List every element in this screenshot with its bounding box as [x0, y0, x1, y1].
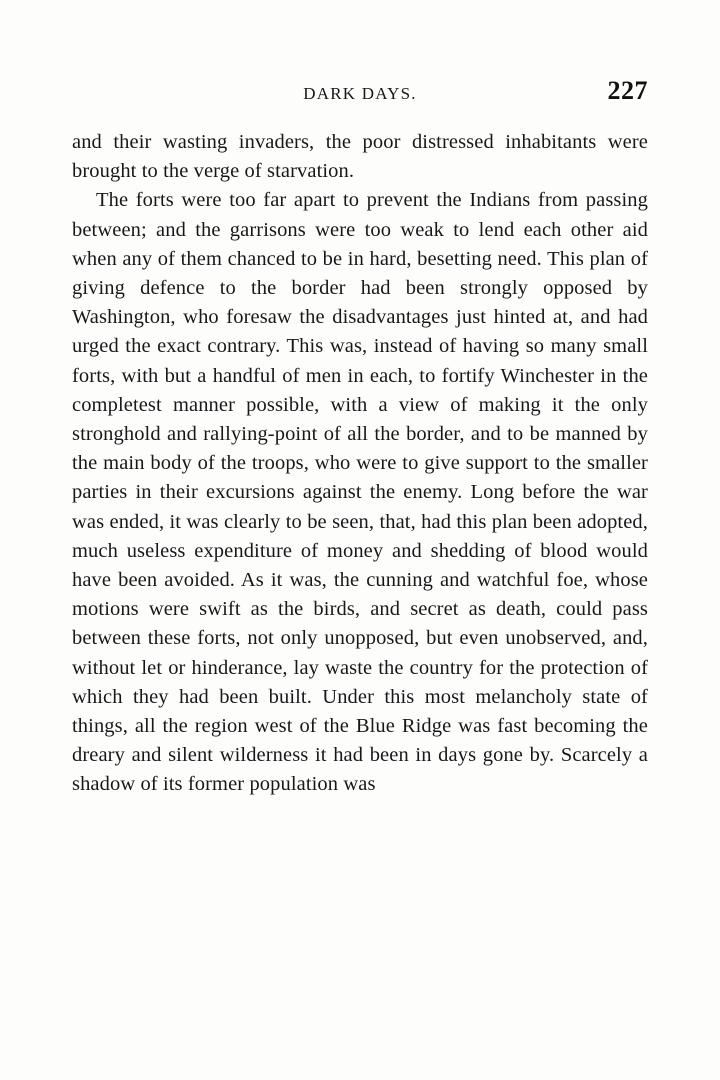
paragraph: and their wasting invaders, the poor distressed inhabitants were brought to the verge of starvation. — [72, 131, 648, 183]
body-text — [72, 128, 648, 800]
paragraph: The forts were too far apart to prevent the Indians from passing between; and the garrisons were too weak to lend each other aid when any of them chanced to be in hard, besetting need. This plan of giving defence to the border had been strongly opposed by Washington, who foresaw the disadvantages just hinted at, and had urged the exact contrary. This was, instead of having so many small forts, with but a handful of men in each, to fortify Winchester in the completest manner possible, with a view of making it the only stronghold and rallying-point of all the border, and to be manned by the main body of the troops, who were to give support to the smaller parties in their excursions against the enemy. Long before the war was ended, it was clearly to be seen, that, had this plan been adopted, much useless expenditure of money and shedding of blood would have been avoided. As it was, the cunning and watchful foe, whose motions were swift as the birds, and secret as death, could pass between these forts, not only unopposed, but even unobserved, and, without let or hinderance, lay waste the country for the protection of which they had been built. Under this most melancholy state of things, all the region west of the Blue Ridge was fast becoming the dreary and silent wilderness it had been in days gone by. Scarcely a shadow of its former population was — [72, 189, 648, 796]
page-number: 227 — [607, 76, 648, 105]
running-head — [72, 72, 648, 112]
page-content — [72, 72, 648, 800]
running-head-title: DARK DAYS. — [303, 84, 417, 103]
